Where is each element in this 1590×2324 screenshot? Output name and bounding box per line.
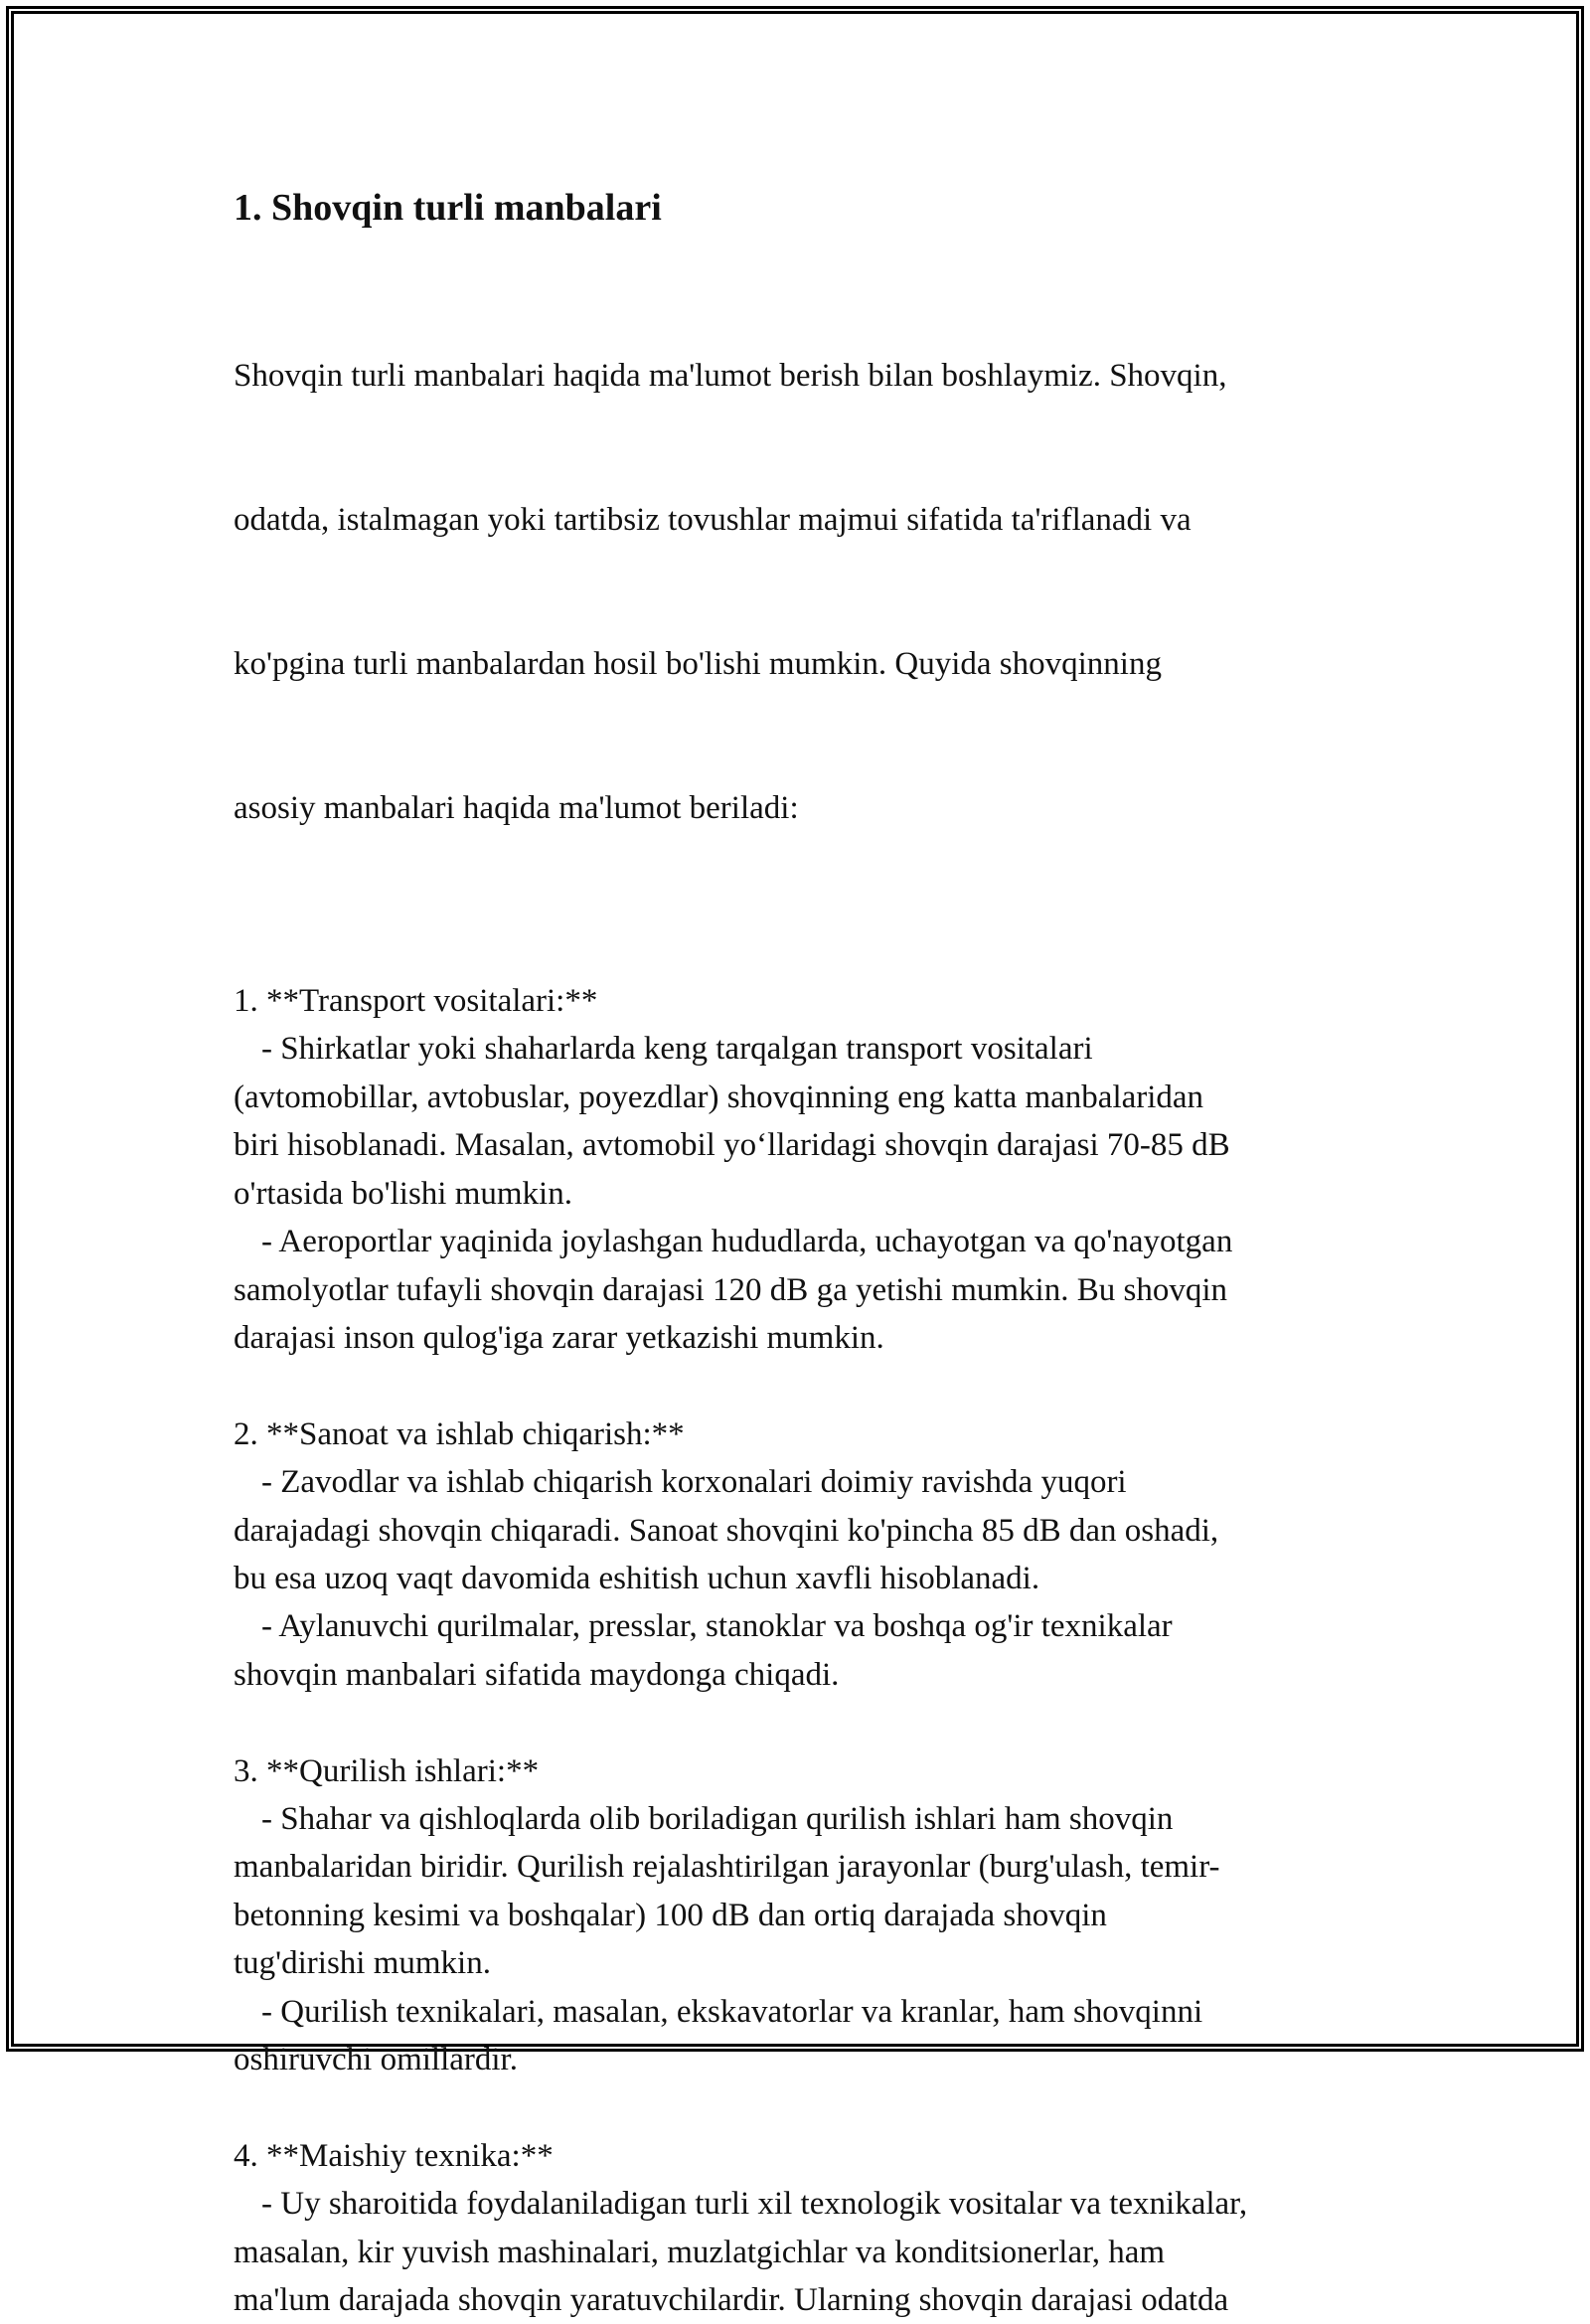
text-line: tug'dirishi mumkin. (234, 1945, 491, 1982)
bullet-line: - Zavodlar va ishlab chiqarish korxonalari doimiy ravishda yuqori (261, 1464, 1127, 1501)
text-line: darajadagi shovqin chiqaradi. Sanoat shovqini ko'pincha 85 dB dan oshadi, (234, 1512, 1219, 1549)
section-spacer (234, 2083, 1386, 2131)
section-2 (234, 1411, 1386, 1699)
text-line: oshiruvchi omillardir. (234, 2041, 518, 2077)
section-3 (234, 1747, 1386, 2084)
section-spacer (234, 929, 1386, 977)
intro-line: asosiy manbalari haqida ma'lumot beriladi: (234, 790, 799, 827)
section-list (234, 929, 1386, 2324)
intro-line: odatda, istalmagan yoki tartibsiz tovushlar majmui sifatida ta'riflanadi va (234, 502, 1192, 539)
text-line: masalan, kir yuvish mashinalari, muzlatgichlar va konditsionerlar, ham (234, 2234, 1166, 2270)
text-line: betonning kesimi va boshqalar) 100 dB dan ortiq darajada shovqin (234, 1897, 1107, 1933)
section-spacer (234, 1362, 1386, 1410)
section-spacer (234, 1699, 1386, 1746)
text-line: samolyotlar tufayli shovqin darajasi 120 dB ga yetishi mumkin. Bu shovqin (234, 1271, 1227, 1308)
section-heading: 3. **Qurilish ishlari:** (234, 1752, 540, 1789)
intro-line: Shovqin turli manbalari haqida ma'lumot berish bilan boshlaymiz. Shovqin, (234, 357, 1227, 394)
bullet-line: - Shirkatlar yoki shaharlarda keng tarqalgan transport vositalari (261, 1031, 1093, 1068)
intro-line: ko'pgina turli manbalardan hosil bo'lishi mumkin. Quyida shovqinning (234, 646, 1162, 683)
document-title: 1. Shovqin turli manbalari (234, 187, 662, 229)
section-heading: 2. **Sanoat va ishlab chiqarish:** (234, 1415, 685, 1452)
text-line: ma'lum darajada shovqin yaratuvchilardir. Ularning shovqin darajasi odatda (234, 2282, 1229, 2318)
text-line: o'rtasida bo'lishi mumkin. (234, 1175, 572, 1212)
text-line: bu esa uzoq vaqt davomida eshitish uchun xavfli hisoblanadi. (234, 1560, 1040, 1596)
bullet-line: - Shahar va qishloqlarda olib boriladigan qurilish ishlari ham shovqin (261, 1800, 1174, 1837)
text-line: biri hisoblanadi. Masalan, avtomobil yo‘llaridagi shovqin darajasi 70-85 dB (234, 1127, 1230, 1164)
section-1 (234, 977, 1386, 1362)
bullet-line: - Qurilish texnikalari, masalan, ekskavatorlar va kranlar, ham shovqinni (261, 1993, 1203, 2030)
section-heading: 1. **Transport vositalari:** (234, 983, 598, 1020)
text-line: darajasi inson qulog'iga zarar yetkazishi mumkin. (234, 1319, 884, 1356)
bullet-line: - Aylanuvchi qurilmalar, presslar, stanoklar va boshqa og'ir texnikalar (261, 1608, 1173, 1645)
bullet-line: - Aeroportlar yaqinida joylashgan hududlarda, uchayotgan va qo'nayotgan (261, 1224, 1233, 1260)
section-4 (234, 2132, 1386, 2324)
document-body (234, 184, 1386, 2324)
text-line: shovqin manbalari sifatida maydonga chiqadi. (234, 1656, 840, 1693)
section-heading: 4. **Maishiy texnika:** (234, 2137, 554, 2174)
text-line: manbalaridan biridir. Qurilish rejalashtirilgan jarayonlar (burg'ulash, temir- (234, 1849, 1220, 1886)
text-line: (avtomobillar, avtobuslar, poyezdlar) shovqinning eng katta manbalaridan (234, 1079, 1204, 1115)
intro-paragraph (234, 255, 1386, 929)
bullet-line: - Uy sharoitida foydalaniladigan turli xil texnologik vositalar va texnikalar, (261, 2186, 1248, 2223)
